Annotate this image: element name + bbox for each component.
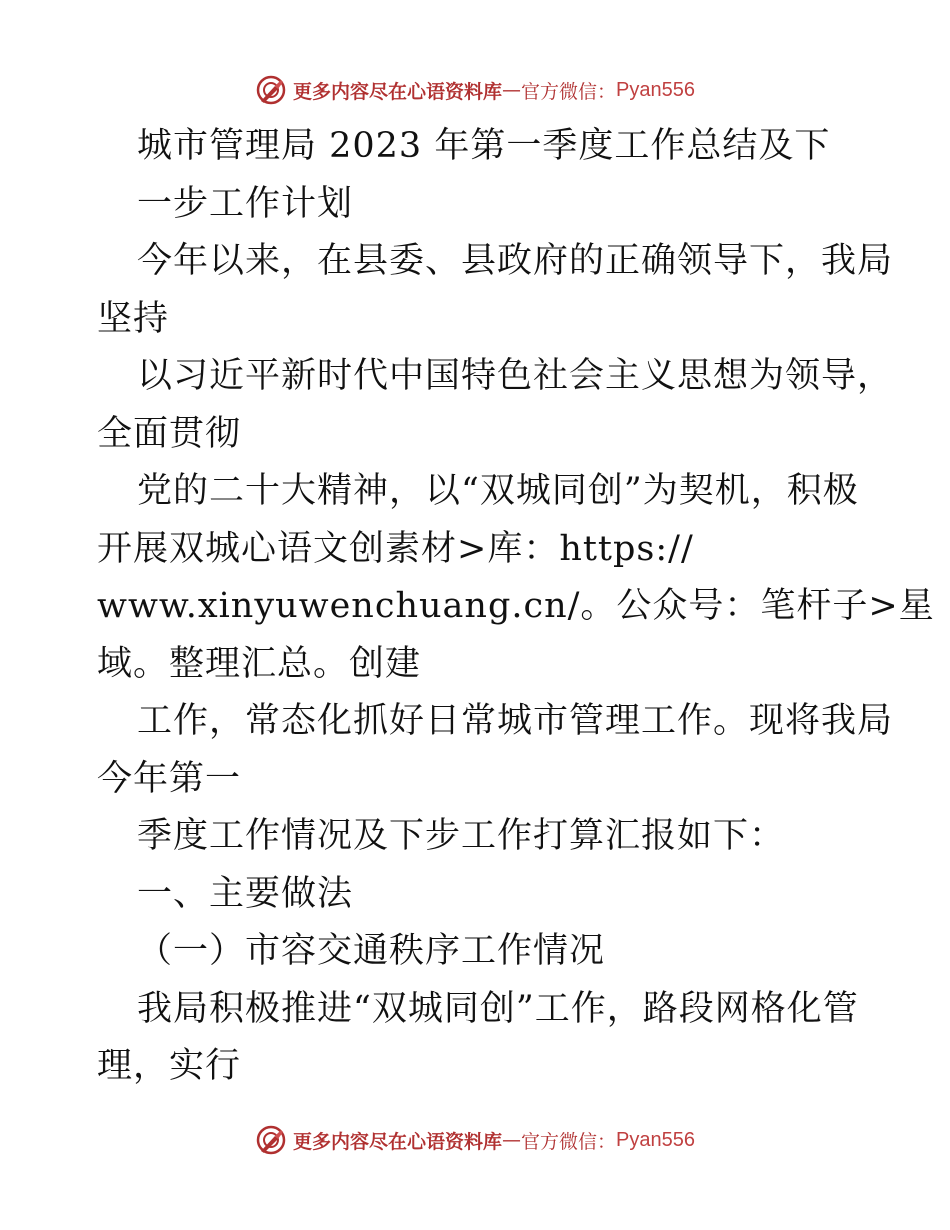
paragraph-line: 理，实行 xyxy=(97,1046,242,1086)
paragraph-line: 我局积极推进“双城同创”工作，路段网格化管 xyxy=(137,988,859,1029)
header-watermark-banner xyxy=(0,70,950,110)
section-heading: 一、主要做法 xyxy=(137,873,354,914)
banner-brand-text: 更多内容尽在心语资料库 xyxy=(293,1130,503,1153)
doc-title-line-2: 一步工作计划 xyxy=(137,183,354,224)
banner-wechat-label: 官方微信： xyxy=(521,1130,617,1153)
document-body xyxy=(97,118,935,1096)
paragraph-line: 开展双城心语文创素材>库：https:// xyxy=(97,528,694,569)
paragraph-line: 全面贯彻 xyxy=(97,413,242,454)
paragraph-line: 党的二十大精神，以“双城同创”为契机，积极 xyxy=(137,471,859,511)
paragraph-line: 域。整理汇总。创建 xyxy=(97,643,422,684)
paragraph-line: 今年以来，在县委、县政府的正确领导下，我局 xyxy=(137,241,894,281)
banner-wechat-id: Pyan556 xyxy=(616,78,695,101)
paragraph-line: 今年第一 xyxy=(97,758,242,799)
pen-logo-icon xyxy=(255,74,287,106)
subsection-heading: （一）市容交通秩序工作情况 xyxy=(137,931,606,971)
footer-watermark-banner xyxy=(0,1120,950,1160)
paragraph-line: www.xinyuwenchuang.cn/。公众号：笔杆子>星 xyxy=(97,586,935,626)
doc-title-line-1: 城市管理局 2023 年第一季度工作总结及下 xyxy=(137,126,831,166)
pen-logo-icon xyxy=(255,1124,287,1156)
banner-separator: — xyxy=(502,79,522,101)
paragraph-line: 以习近平新时代中国特色社会主义思想为领导， xyxy=(137,356,894,396)
banner-brand-text: 更多内容尽在心语资料库 xyxy=(293,80,503,103)
paragraph-line: 工作，常态化抓好日常城市管理工作。现将我局 xyxy=(137,701,894,741)
paragraph-line: 坚持 xyxy=(97,298,170,339)
banner-wechat-id: Pyan556 xyxy=(616,1128,695,1151)
banner-separator: — xyxy=(502,1129,522,1151)
paragraph-line: 季度工作情况及下步工作打算汇报如下： xyxy=(137,816,786,856)
banner-wechat-label: 官方微信： xyxy=(521,80,617,103)
